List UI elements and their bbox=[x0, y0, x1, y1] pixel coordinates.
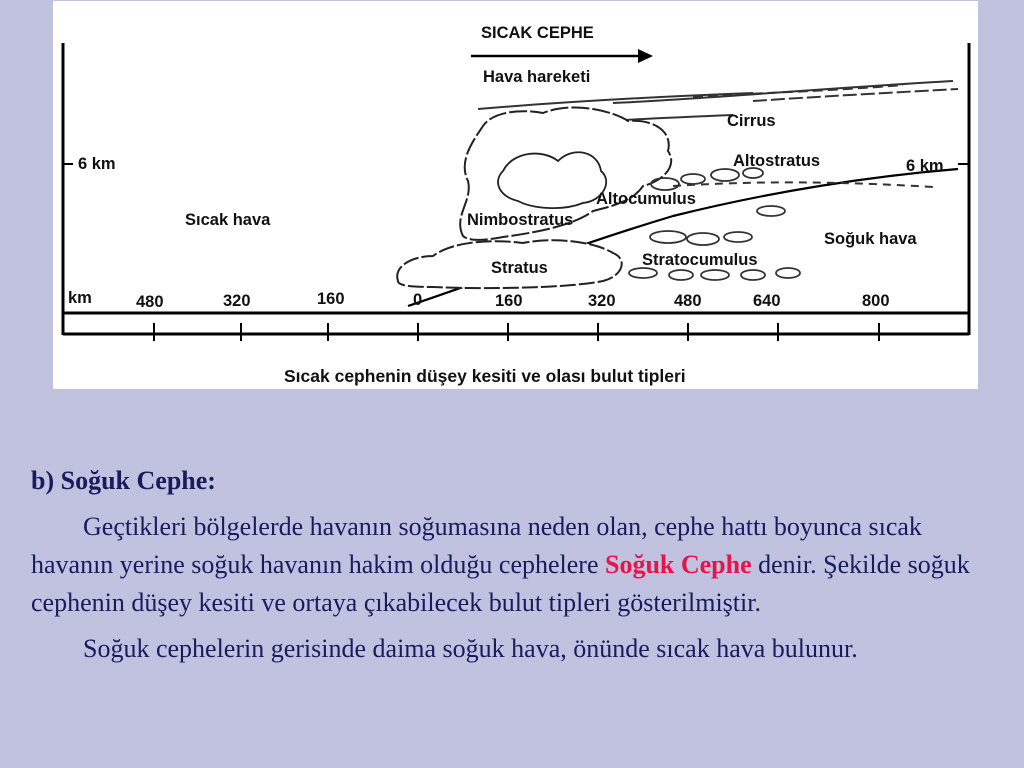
axis-tick-labels bbox=[136, 290, 890, 311]
paragraph-1-start: Geçtikleri bölgelerde havanın soğumasına neden olan, cephe hattı boyunca sıcak havanın yerine soğuk havanın hakim olduğu cephelere bbox=[31, 512, 922, 579]
tick-label: 480 bbox=[136, 293, 164, 311]
paragraph-1 bbox=[31, 508, 991, 622]
stratus-label: Stratus bbox=[491, 259, 548, 277]
tick-label: 160 bbox=[495, 292, 523, 310]
altostratus-label: Altostratus bbox=[733, 152, 821, 170]
right-height-label: 6 km bbox=[906, 157, 944, 175]
motion-arrow-head bbox=[638, 49, 653, 63]
altocumulus-label: Altocumulus bbox=[596, 190, 696, 208]
tick-label: 800 bbox=[862, 292, 890, 310]
nimbostratus-label: Nimbostratus bbox=[467, 211, 574, 229]
body-text bbox=[31, 462, 991, 668]
highlight-term: Soğuk Cephe bbox=[604, 550, 752, 579]
paragraph-1-end: denir. Şekilde soğuk cephenin düşey kesiti ve ortaya çıkabilecek bulut tipleri gösterilmiştir. bbox=[31, 550, 970, 617]
section-heading: b) Soğuk Cephe: bbox=[31, 466, 216, 495]
tick-label: 640 bbox=[753, 292, 781, 310]
warm-front-diagram bbox=[53, 1, 978, 389]
figure-caption: Sıcak cephenin düşey kesiti ve olası bulut tipleri bbox=[284, 366, 686, 386]
axis-ticks bbox=[154, 323, 879, 341]
paragraph-2: Soğuk cephelerin gerisinde daima soğuk hava, önünde sıcak hava bulunur. bbox=[83, 634, 858, 663]
altostratus-layer bbox=[673, 182, 933, 187]
tick-label: 320 bbox=[223, 292, 251, 310]
axis-unit-label: km bbox=[68, 289, 92, 307]
cold-air-label: Soğuk hava bbox=[824, 230, 917, 248]
cirrus-label: Cirrus bbox=[727, 112, 776, 130]
arrow-subtitle: Hava hareketi bbox=[483, 68, 591, 86]
stratocumulus-label: Stratocumulus bbox=[642, 251, 758, 269]
arrow-title: SICAK CEPHE bbox=[481, 24, 594, 42]
left-height-label: 6 km bbox=[78, 155, 116, 173]
diagram-svg bbox=[53, 1, 978, 389]
warm-air-label: Sıcak hava bbox=[185, 211, 271, 229]
tick-label: 160 bbox=[317, 290, 345, 308]
tick-label: 480 bbox=[674, 292, 702, 310]
tick-label: 320 bbox=[588, 292, 616, 310]
tick-label: 0 bbox=[413, 291, 423, 309]
